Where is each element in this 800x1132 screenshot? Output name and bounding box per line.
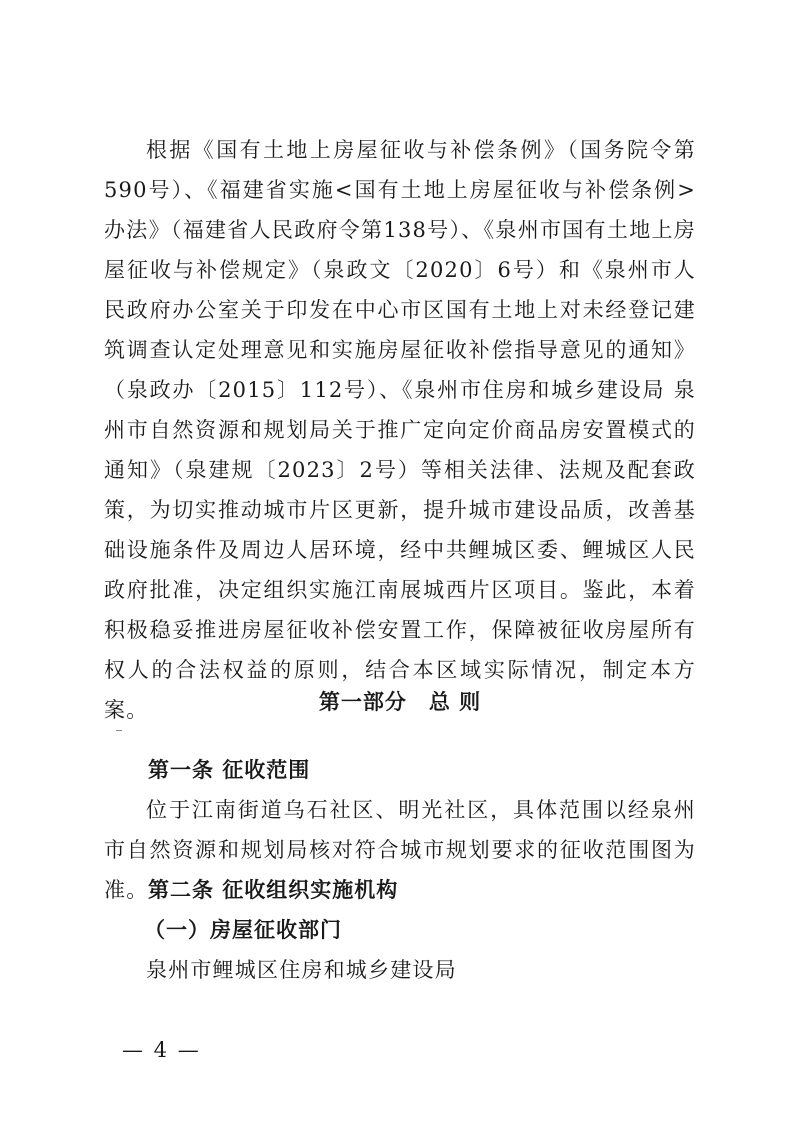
- intro-paragraph: 根据《国有土地上房屋征收与补偿条例》（国务院令第590号）、《福建省实施<国有土地上房屋征收与补偿条例>办法》（福建省人民政府令第138号）、《泉州市国有土地上房屋征收与补偿规定》（泉政文〔2020〕6号）和《泉州市人民政府办公室关于印发在中心市区国有土地上对未经登记建筑调查认定处理意见和实施房屋征收补偿指导意见的通知》（泉政办〔2015〕112号）、《泉州市住房和城乡建设局 泉州市自然资源和规划局关于推广定向定价商品房安置模式的通知》（泉建规〔2023〕2号）等相关法律、法规及配套政策，为切实推动城市片区更新，提升城市建设品质，改善基础设施条件及周边人居环境，经中共鲤城区委、鲤城区人民政府批准，决定组织实施江南展城西片区项目。鉴此，本着积极稳妥推进房屋征收补偿安置工作，保障被征收房屋所有权人的合法权益的原则，结合本区域实际情况，制定本方案。: [104, 138, 696, 722]
- page-number: — 4 —: [122, 1038, 201, 1062]
- margin-mark: [116, 730, 122, 731]
- article-1-heading: 第一条 征收范围: [148, 757, 311, 782]
- article-2-subheading: （一）房屋征收部门: [144, 917, 342, 942]
- part-heading: 第一部分 总 则: [318, 690, 482, 714]
- article-2-body: 泉州市鲤城区住房和城乡建设局: [146, 958, 457, 982]
- article-1-body: 位于江南街道乌石社区、明光社区，具体范围以经泉州市自然资源和规划局核对符合城市规划要求的征收范围图为准。: [104, 798, 696, 902]
- article-2-heading: 第二条 征收组织实施机构: [148, 877, 399, 902]
